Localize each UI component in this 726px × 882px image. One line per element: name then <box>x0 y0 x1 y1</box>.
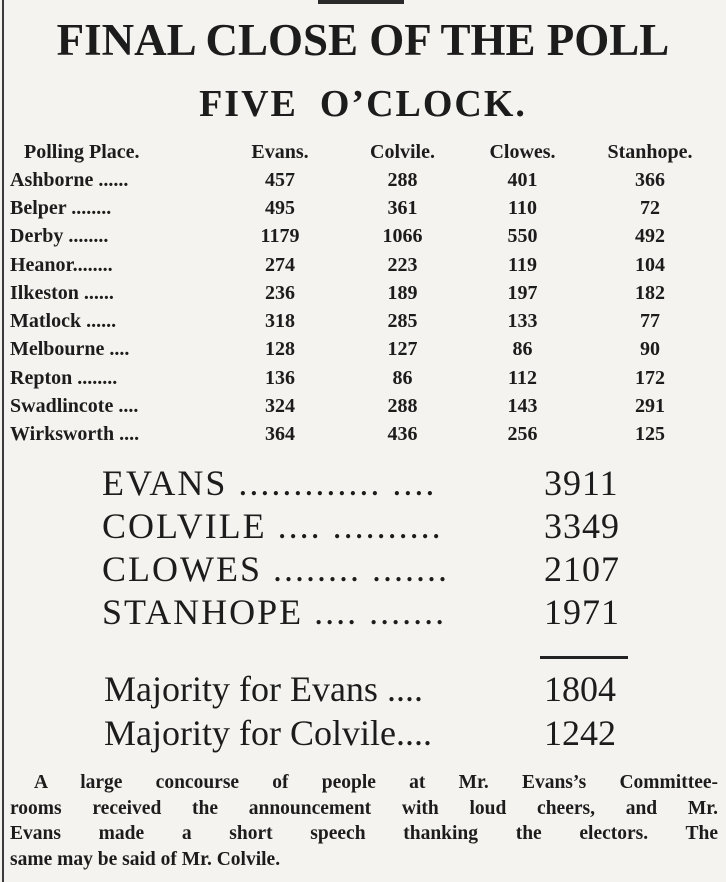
table-row <box>10 223 720 251</box>
table-row <box>10 336 720 364</box>
total-row <box>102 591 642 634</box>
vote-count: 1066 <box>382 225 423 248</box>
vote-count: 288 <box>387 395 418 418</box>
vote-count: 223 <box>387 253 418 276</box>
vote-count: 136 <box>265 366 295 389</box>
majority-row <box>104 668 664 712</box>
vote-count: 288 <box>387 168 418 191</box>
polling-place: Wirksworth .... <box>10 423 140 446</box>
candidate-name: STANHOPE .... ....... <box>102 592 447 632</box>
total-row <box>102 505 642 548</box>
headline: FINAL CLOSE OF THE POLL <box>56 15 670 65</box>
vote-count: 236 <box>265 281 295 304</box>
vote-count: 197 <box>507 281 538 304</box>
column-rule <box>2 0 4 882</box>
candidate-name: EVANS ............. .... <box>102 463 437 503</box>
vote-count: 324 <box>265 395 295 418</box>
vote-count: 110 <box>508 196 537 219</box>
column-header: Evans. <box>251 140 309 163</box>
polling-place: Swadlincote .... <box>10 395 139 418</box>
vote-count: 274 <box>265 253 295 276</box>
column-header: Clowes. <box>489 140 556 163</box>
total-votes: 1971 <box>544 592 620 632</box>
column-header: Stanhope. <box>607 140 693 163</box>
majority-label: Majority for Colvile.... <box>104 713 432 753</box>
vote-count: 77 <box>640 310 660 333</box>
vote-count: 90 <box>640 338 660 361</box>
candidate-name: COLVILE .... .......... <box>102 506 443 546</box>
polling-place: Ashborne ...... <box>10 168 129 191</box>
total-votes: 3911 <box>544 463 619 503</box>
vote-count: 128 <box>265 338 295 361</box>
vote-count: 112 <box>508 366 537 389</box>
table-header-row <box>10 138 720 166</box>
candidate-name: CLOWES ........ ....... <box>102 549 449 589</box>
polling-place: Repton ........ <box>10 366 118 389</box>
vote-count: 143 <box>507 395 538 418</box>
vote-count: 457 <box>265 168 295 191</box>
top-rule <box>318 0 404 4</box>
vote-count: 72 <box>640 196 660 219</box>
polling-place: Derby ........ <box>10 225 109 248</box>
table-row <box>10 364 720 392</box>
vote-count: 364 <box>265 423 295 446</box>
vote-count: 285 <box>387 310 418 333</box>
vote-count: 495 <box>265 196 295 219</box>
total-row <box>102 462 642 505</box>
table-row <box>10 392 720 420</box>
total-votes: 3349 <box>544 506 620 546</box>
vote-count: 492 <box>635 225 665 248</box>
vote-count: 172 <box>635 366 665 389</box>
candidate-totals <box>102 462 642 634</box>
subheadline-word: O’CLOCK. <box>319 83 527 125</box>
vote-count: 86 <box>512 338 533 361</box>
vote-count: 401 <box>507 168 538 191</box>
vote-count: 318 <box>265 310 295 333</box>
polling-place: Ilkeston ...... <box>10 281 114 304</box>
vote-count: 361 <box>387 196 418 219</box>
vote-count: 366 <box>635 168 665 191</box>
vote-count: 133 <box>507 310 538 333</box>
polling-place: Matlock ...... <box>10 310 117 333</box>
vote-count: 550 <box>507 225 538 248</box>
vote-count: 125 <box>635 423 665 446</box>
paragraph-line: rooms received the announcement with loud cheers, and Mr. <box>10 797 718 819</box>
vote-count: 86 <box>392 366 413 389</box>
column-header: Colvile. <box>370 140 435 163</box>
vote-count: 256 <box>507 423 538 446</box>
vote-count: 1179 <box>260 225 300 248</box>
column-header: Polling Place. <box>24 140 140 163</box>
table-row <box>10 194 720 222</box>
total-row <box>102 548 642 591</box>
vote-count: 127 <box>387 338 418 361</box>
polling-place: Belper ........ <box>10 196 112 219</box>
paragraph-line: A large concourse of people at Mr. Evans’s Committee- <box>34 772 718 793</box>
polling-place: Heanor........ <box>10 253 113 276</box>
vote-count: 182 <box>635 281 665 304</box>
total-votes: 2107 <box>544 549 620 589</box>
table-row <box>10 421 720 449</box>
majority-value: 1242 <box>544 713 616 753</box>
table-row <box>10 251 720 279</box>
table-row <box>10 166 720 194</box>
article-paragraph <box>10 770 718 872</box>
subheadline-word: FIVE <box>199 83 298 125</box>
table-row <box>10 307 720 335</box>
vote-count: 119 <box>508 253 537 276</box>
majority-label: Majority for Evans .... <box>104 669 423 709</box>
polling-place: Melbourne .... <box>10 338 130 361</box>
paragraph-line: same may be said of Mr. Colvile. <box>10 848 281 870</box>
vote-count: 291 <box>635 395 665 418</box>
table-row <box>10 279 720 307</box>
vote-count: 104 <box>635 253 665 276</box>
paragraph-line: Evans made a short speech thanking the electors. The <box>10 823 718 844</box>
sum-rule <box>540 656 628 659</box>
majority-value: 1804 <box>544 669 616 709</box>
majority-row <box>104 712 664 756</box>
vote-count: 189 <box>387 281 418 304</box>
poll-results-table <box>10 138 720 449</box>
subheadline <box>0 82 726 126</box>
vote-count: 436 <box>387 423 418 446</box>
majorities <box>104 668 664 756</box>
